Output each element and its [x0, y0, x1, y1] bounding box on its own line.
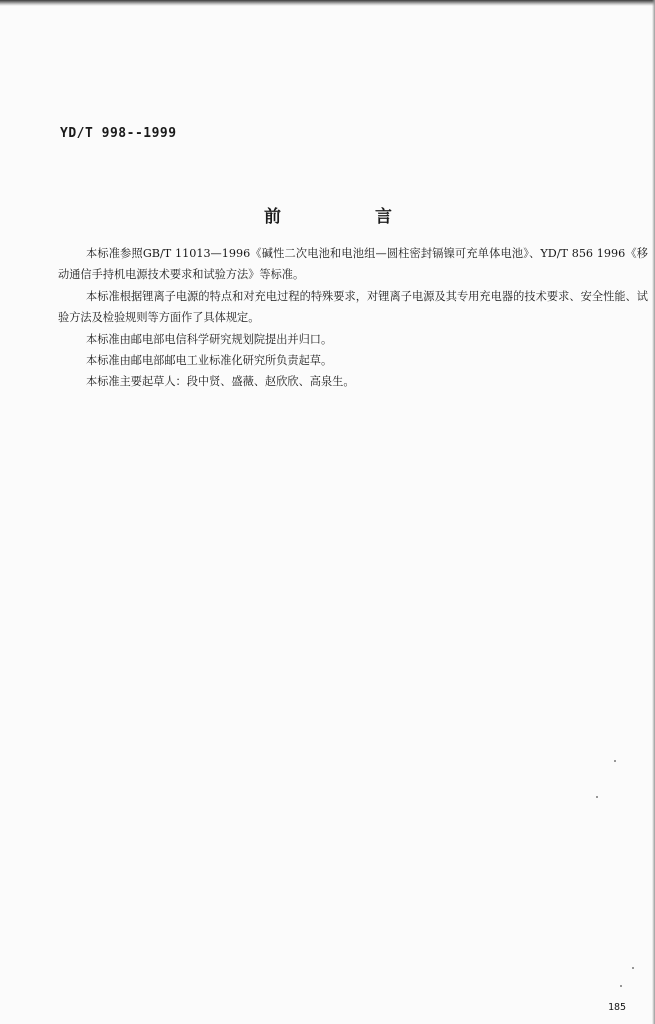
scan-speck: [596, 796, 598, 798]
paragraph-reference: 本标准参照GB/T 11013—1996《碱性二次电池和电池组—圆柱密封镉镍可充单体电池》、YD/T 856 1996《移动通信手持机电源技术要求和试验方法》等标准。: [58, 247, 648, 282]
scan-speck: [614, 760, 616, 762]
paragraph-drafters: 本标准主要起草人：段中贤、盛薇、赵欣欣、高泉生。: [86, 375, 355, 389]
page-number: 185: [607, 1002, 626, 1013]
page-title: 前 言: [264, 207, 436, 227]
scan-speck: [632, 967, 634, 969]
foreword-body: [58, 243, 648, 393]
paragraph-proposer: 本标准由邮电部电信科学研究规划院提出并归口。: [86, 332, 333, 346]
paragraph-drafter-org: 本标准由邮电部邮电工业标准化研究所负责起草。: [86, 354, 333, 368]
scan-speck: [620, 985, 622, 987]
paragraph-scope: 本标准根据锂离子电源的特点和对充电过程的特殊要求，对锂离子电源及其专用充电器的技术要求、安全性能、试验方法及检验规则等方面作了具体规定。: [58, 289, 648, 325]
standard-code: YD/T 998--1999: [60, 126, 177, 141]
scan-top-edge: [0, 0, 655, 6]
